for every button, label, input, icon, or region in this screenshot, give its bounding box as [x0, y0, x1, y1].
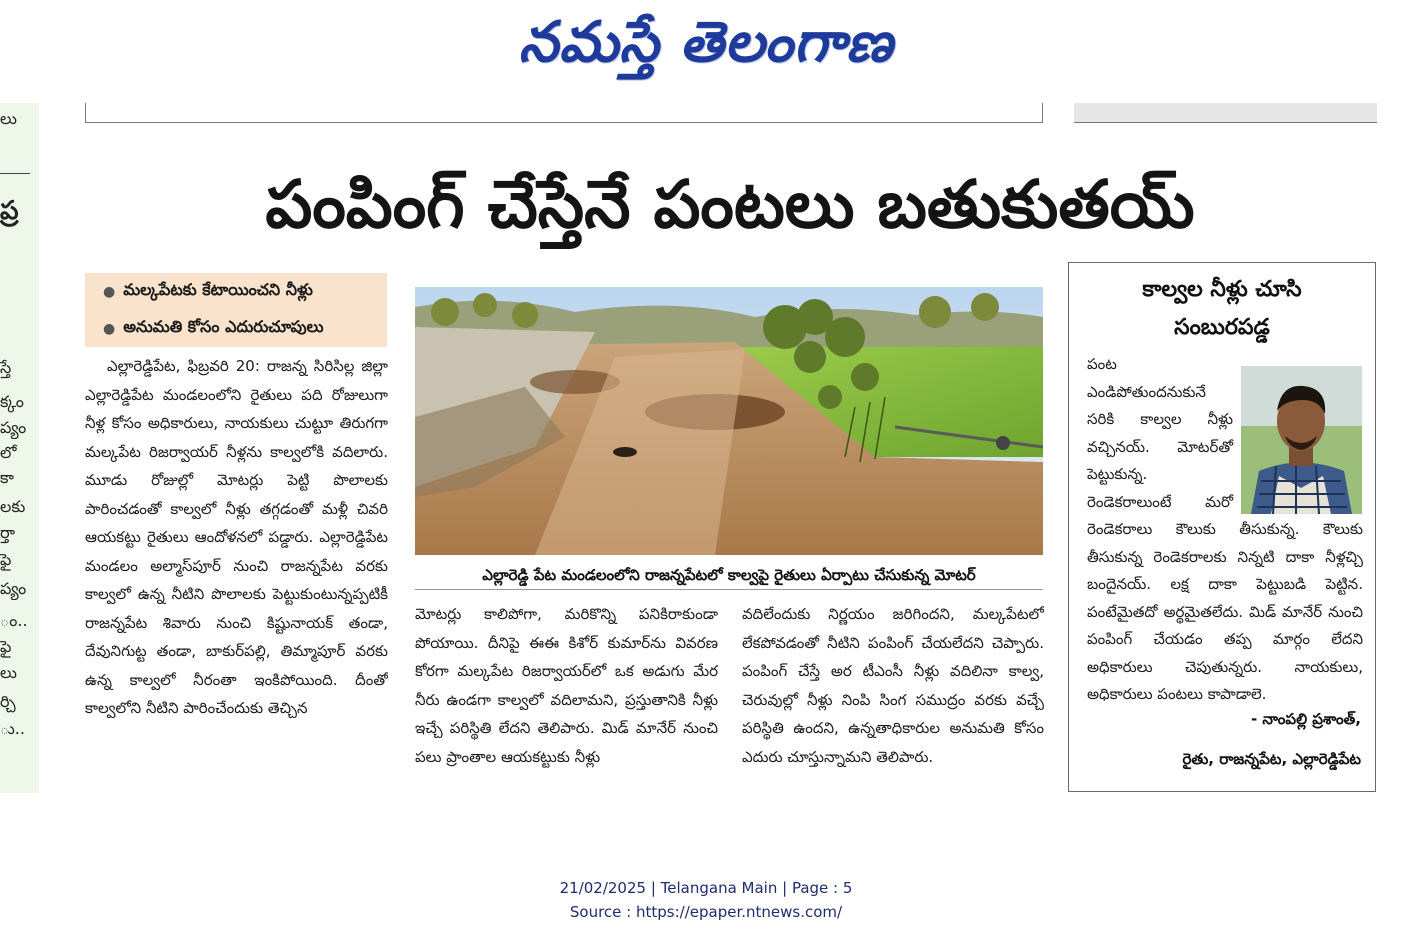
highlights-box: [85, 273, 387, 347]
column-text: మోటర్లు కాలిపోగా, మరికొన్ని పనికిరాకుండా పోయాయి. దీనిపై ఈఈ కిశోర్ కుమార్‌ను వివరణ కోరగా మల్కపేట రిజర్వాయర్‌లో ఒక అడుగు మేర నీరు ఉండగా కాల్వలో వదిలామని, ప్రస్తుతానికి నీళ్లు ఇచ్చే పరిస్థితి లేదని తెలిపారు. మిడ్ మానేర్ నుంచి పలు ప్రాంతాల ఆయకట్టుకు నీళ్లు: [415, 605, 718, 766]
fragment-text: ఫై: [0, 550, 12, 569]
sidebar-title-line: కాల్వల నీళ్లు చూసి: [1142, 277, 1302, 302]
footer-date-line: 21/02/2025 | Telangana Main | Page : 5: [559, 879, 853, 897]
page-footer: [0, 876, 1412, 924]
column-text: ఎల్లారెడ్డిపేట, ఫిబ్రవరి 20: రాజన్న సిరిసిల్ల జిల్లా ఎల్లారెడ్డిపేట మండలంలోని రైతులు పది రోజులుగా నీళ్ల కోసం అధికారులు, నాయకులు చుట్టూ తిరుగగా మల్కపేట రిజర్వాయర్ నీళ్లను కాల్వలోకి వదిలారు. మూడు రోజుల్లో మోటర్లు పెట్టి పొలాలకు పారించడంతో కాల్వలో నీళ్లు తగ్గడంతో మళ్లీ చివరి ఆయకట్టు రైతులు ఆందోళనలో పడ్డారు. ఎల్లారెడ్డిపేట మండలం అల్మాస్‌పూర్ నుంచి రాజన్నపేట వరకు కాల్వలో ఉన్న నీటిని పొలాలకు పెట్టుకుంటున్నప్పటికీ రాజన్నపేట శివారు నుంచి కిష్టునాయక్ తండా, దేవునిగుట్ట తండా, బాకుర్‌పల్లి, తిమ్మాపూర్ వరకు ఉన్న కాల్వలో నీరంతా ఇంకిపోయింది. దీంతో కాల్వలోని నీటిని పారించేందుకు తెచ్చిన: [85, 357, 388, 717]
fragment-text: ు..: [0, 719, 25, 738]
farmer-quote-box: [1068, 262, 1376, 792]
fragment-text: ర్చి: [0, 692, 16, 711]
fragment-text: స్తే: [0, 358, 12, 377]
article-headline: పంపింగ్ చేస్తేనే పంటలు బతుకుతయ్: [265, 166, 1195, 243]
fragment-text: క్కం: [0, 392, 24, 411]
adjacent-column-fragment: [0, 103, 39, 793]
fragment-text: ప్యం: [0, 418, 27, 437]
highlight-text: అనుమతి కోసం ఎదురుచూపులు: [123, 317, 324, 336]
footer-source-line: Source : https://epaper.ntnews.com/: [569, 903, 843, 921]
sidebar-byline: - నాంపల్లి ప్రశాంత్,: [1250, 710, 1361, 728]
top-frame-box: [85, 103, 1043, 123]
top-gray-box: [1074, 103, 1377, 123]
bullet-icon: ●: [103, 283, 116, 300]
fragment-text: లు: [0, 109, 17, 128]
fragment-text: ర్తా: [0, 523, 15, 542]
column-text: వదిలేందుకు నిర్ణయం జరిగిందని, మల్కపేటలో లేకపోవడంతో నీటిని పంపింగ్ చేయలేదని చెప్పారు. పంపింగ్ చేస్తే అర టీఎంసీ నీళ్లు వదిలినా కాల్వ, చెరువుల్లో నీళ్లు నింపి సింగ సముద్రం వరకు వచ్చే పరిస్థితి ఉందని, ఉన్నతాధికారుల అనుమతి కోసం ఎదురు చూస్తున్నామని తెలిపారు.: [742, 605, 1044, 766]
fragment-text: ం..: [0, 611, 28, 630]
fragment-text: ప్ర: [0, 196, 19, 226]
article-column-1: [85, 352, 388, 798]
masthead-logo: నమస్తే తెలంగాణ: [518, 9, 894, 75]
fragment-text: లకు: [0, 497, 26, 516]
fragment-text: లు: [0, 663, 17, 682]
article-column-3: [742, 600, 1044, 798]
fragment-text: ఫై: [0, 637, 12, 656]
highlight-text: మల్కపేటకు కేటాయించని నీళ్లు: [123, 280, 313, 299]
highlight-item: [85, 273, 387, 310]
sidebar-body-text: పంట ఎండిపోతుందనుకునే సరికి కాల్వల నీళ్లు వచ్చినయ్. మోటర్‌తో పెట్టుకున్న. రెండెకరాలుంటే మరో రెండెకరాలు కౌలుకు తీసుకున్న. కౌలుకు తీసుకున్న రెండెకరాలకు నిన్నటి దాకా నీళ్లచ్చి బందైనయ్. లక్ష దాకా పెట్టుబడి పెట్టిన. పంటేమైతదో అర్థమైతలేదు. మిడ్ మానేర్ నుంచి పంపింగ్ చేయడం తప్ప మార్గం లేదని అధికారులు చెపుతున్నరు. నాయకులు, అధికారులు పంటలు కాపాడాలె.: [1087, 355, 1363, 703]
sidebar-title-line: సంబురపడ్డ: [1174, 315, 1270, 340]
sidebar-title: [1069, 271, 1375, 347]
bullet-icon: ●: [103, 320, 116, 337]
photo-caption: ఎల్లారెడ్డి పేట మండలంలోని రాజన్నపేటలో కాల్వపై రైతులు ఏర్పాటు చేసుకున్న మోటర్: [415, 560, 1043, 590]
highlight-item: [85, 310, 387, 347]
farmer-portrait: [1241, 366, 1362, 514]
fragment-text: లో: [0, 443, 17, 462]
article-column-2: [415, 600, 718, 798]
article-photo: [415, 287, 1043, 555]
sidebar-place: రైతు, రాజన్నపేట, ఎల్లారెడ్డిపేట: [1182, 750, 1361, 768]
fragment-text: కా: [0, 468, 14, 487]
fragment-text: ప్యం: [0, 579, 27, 598]
column-divider: [0, 173, 30, 174]
